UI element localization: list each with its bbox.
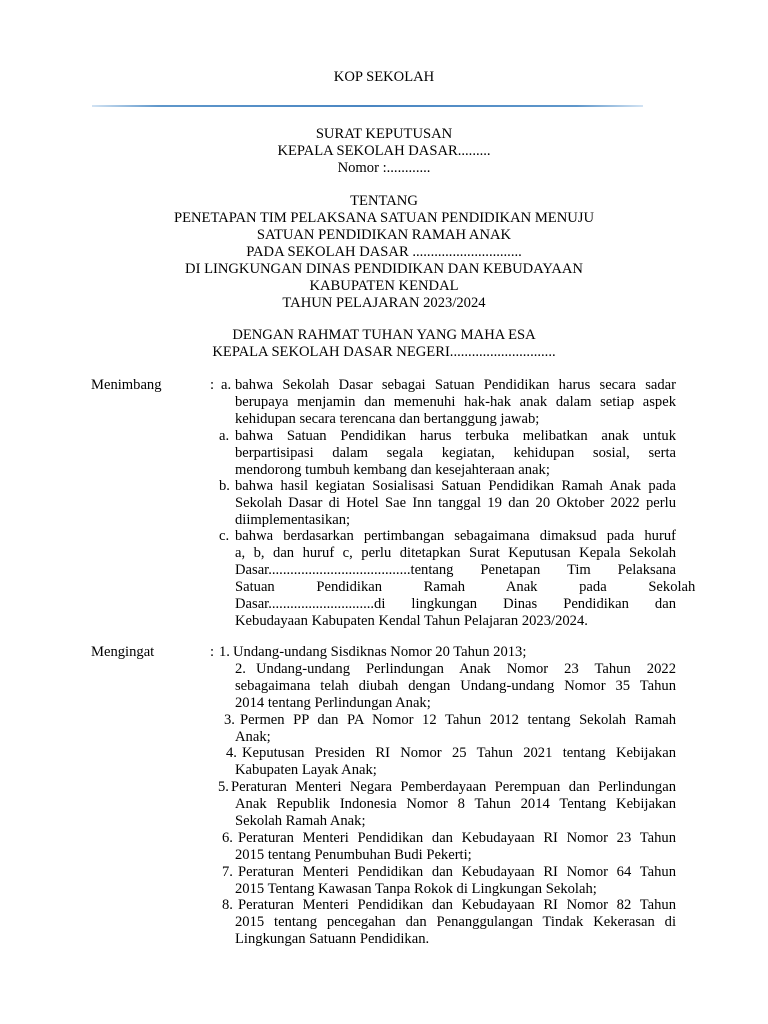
- decree-title: SURAT KEPUTUSAN: [315, 126, 453, 142]
- text-line: Permen PP dan PA Nomor 12 Tahun 2012 tentang Sekolah Ramah: [240, 712, 676, 728]
- item-text: [233, 644, 676, 661]
- item-text: [235, 745, 676, 779]
- text-line: berpartisipasi dalam segala kegiatan, kehidupan sosial, serta: [235, 445, 676, 461]
- item-marker: 2.: [235, 661, 246, 677]
- mengingat-colon: :: [210, 644, 215, 660]
- text-line: Peraturan Menteri Pendidikan dan Kebudayaan RI Nomor 23 Tahun: [238, 830, 676, 846]
- letterhead-divider: [92, 105, 643, 107]
- item-text: [231, 779, 676, 830]
- menimbang-label: Menimbang: [91, 377, 162, 393]
- item-marker: a.: [219, 428, 230, 444]
- kop-sekolah: KOP SEKOLAH: [333, 69, 435, 85]
- item-text: [235, 428, 676, 479]
- text-line: 2015 tentang Penumbuhan Budi Pekerti;: [235, 847, 472, 863]
- principal-line: KEPALA SEKOLAH DASAR NEGERI.............................: [212, 344, 556, 360]
- decree-number: Nomor :............: [337, 160, 431, 176]
- item-marker: 5.: [218, 779, 229, 795]
- rahmat-line: DENGAN RAHMAT TUHAN YANG MAHA ESA: [232, 327, 536, 343]
- mengingat-label: Mengingat: [91, 644, 155, 660]
- tentang-line: PADA SEKOLAH DASAR ..............................: [246, 244, 522, 260]
- text-line: 2015 tentang pencegahan dan Penanggulangan Tindak Kekerasan di: [235, 914, 676, 930]
- text-line: kehidupan secara terencana dan bertanggung jawab;: [235, 411, 540, 427]
- text-line: Dasar.............................di lingkungan Dinas Pendidikan dan: [235, 596, 676, 612]
- text-line: Anak;: [235, 729, 271, 745]
- text-line: bahwa Satuan Pendidikan harus terbuka melibatkan anak untuk: [235, 428, 676, 444]
- menimbang-colon: :: [210, 377, 215, 393]
- item-text: [235, 712, 676, 746]
- text-line: Peraturan Menteri Pendidikan dan Kebudayaan RI Nomor 82 Tahun: [238, 897, 676, 913]
- text-line: Undang-undang Perlindungan Anak Nomor 23 Tahun 2022: [256, 661, 676, 677]
- item-text: [235, 897, 676, 948]
- text-line: Sekolah Ramah Anak;: [235, 813, 366, 829]
- tentang-line: PENETAPAN TIM PELAKSANA SATUAN PENDIDIKAN MENUJU: [173, 210, 595, 226]
- tentang-heading: TENTANG: [350, 193, 418, 209]
- text-line: bahwa Sekolah Dasar sebagai Satuan Pendidikan harus secara sadar: [235, 377, 676, 393]
- item-text: [235, 478, 676, 529]
- item-text: [235, 661, 676, 712]
- text-line: berupaya menjamin dan memenuhi hak-hak anak dalam setiap aspek: [235, 394, 676, 410]
- item-text: [235, 864, 676, 898]
- tentang-line: TAHUN PELAJARAN 2023/2024: [282, 295, 486, 311]
- text-line: bahwa berdasarkan pertimbangan sebagaimana dimaksud pada huruf: [235, 528, 676, 544]
- text-line: a, b, dan huruf c, perlu ditetapkan Surat Keputusan Kepala Sekolah: [235, 545, 676, 561]
- decree-issuer: KEPALA SEKOLAH DASAR.........: [277, 143, 491, 159]
- text-line: Keputusan Presiden RI Nomor 25 Tahun 2021 tentang Kebijakan: [242, 745, 676, 761]
- text-line: mendorong tumbuh kembang dan kesejahteraan anak;: [235, 462, 550, 478]
- text-line: 2015 Tentang Kawasan Tanpa Rokok di Lingkungan Sekolah;: [235, 881, 597, 897]
- text-line: Sekolah Dasar di Hotel Sae Inn tanggal 19 dan 20 Oktober 2022 perlu: [235, 495, 676, 511]
- text-line: Satuan Pendidikan Ramah Anak pada Sekolah: [235, 579, 696, 595]
- item-text: [235, 528, 696, 630]
- item-marker: b.: [219, 478, 230, 494]
- item-marker: 3.: [224, 712, 235, 728]
- tentang-line: DI LINGKUNGAN DINAS PENDIDIKAN DAN KEBUDAYAAN: [185, 261, 583, 277]
- text-line: Kebudayaan Kabupaten Kendal Tahun Pelajaran 2023/2024.: [235, 613, 588, 629]
- tentang-line: KABUPATEN KENDAL: [309, 278, 459, 294]
- text-line: diimplementasikan;: [235, 512, 351, 528]
- item-text: [235, 377, 676, 428]
- item-marker: 1.: [219, 644, 230, 660]
- text-line: Peraturan Menteri Negara Pemberdayaan Perempuan dan Perlindungan: [231, 779, 676, 795]
- text-line: Kabupaten Layak Anak;: [235, 762, 377, 778]
- text-line: 2014 tentang Perlindungan Anak;: [235, 695, 431, 711]
- text-line: Peraturan Menteri Pendidikan dan Kebudayaan RI Nomor 64 Tahun: [238, 864, 676, 880]
- item-text: [235, 830, 676, 864]
- item-marker: a.: [221, 377, 232, 393]
- text-line: Undang-undang Sisdiknas Nomor 20 Tahun 2013;: [233, 644, 527, 660]
- tentang-line: SATUAN PENDIDIKAN RAMAH ANAK: [256, 227, 512, 243]
- text-line: bahwa hasil kegiatan Sosialisasi Satuan Pendidikan Ramah Anak pada: [235, 478, 676, 494]
- text-line: sebagaimana telah diubah dengan Undang-undang Nomor 35 Tahun: [235, 678, 676, 694]
- item-marker: 7.: [222, 864, 233, 880]
- text-line: Lingkungan Satuann Pendidikan.: [235, 931, 430, 947]
- text-line: Anak Republik Indonesia Nomor 8 Tahun 2014 Tentang Kebijakan: [235, 796, 676, 812]
- item-marker: 4.: [226, 745, 237, 761]
- item-marker: 6.: [222, 830, 233, 846]
- text-line: Dasar.......................................tentang Penetapan Tim Pelaksana: [235, 562, 676, 578]
- item-marker: 8.: [222, 897, 233, 913]
- item-marker: c.: [219, 528, 230, 544]
